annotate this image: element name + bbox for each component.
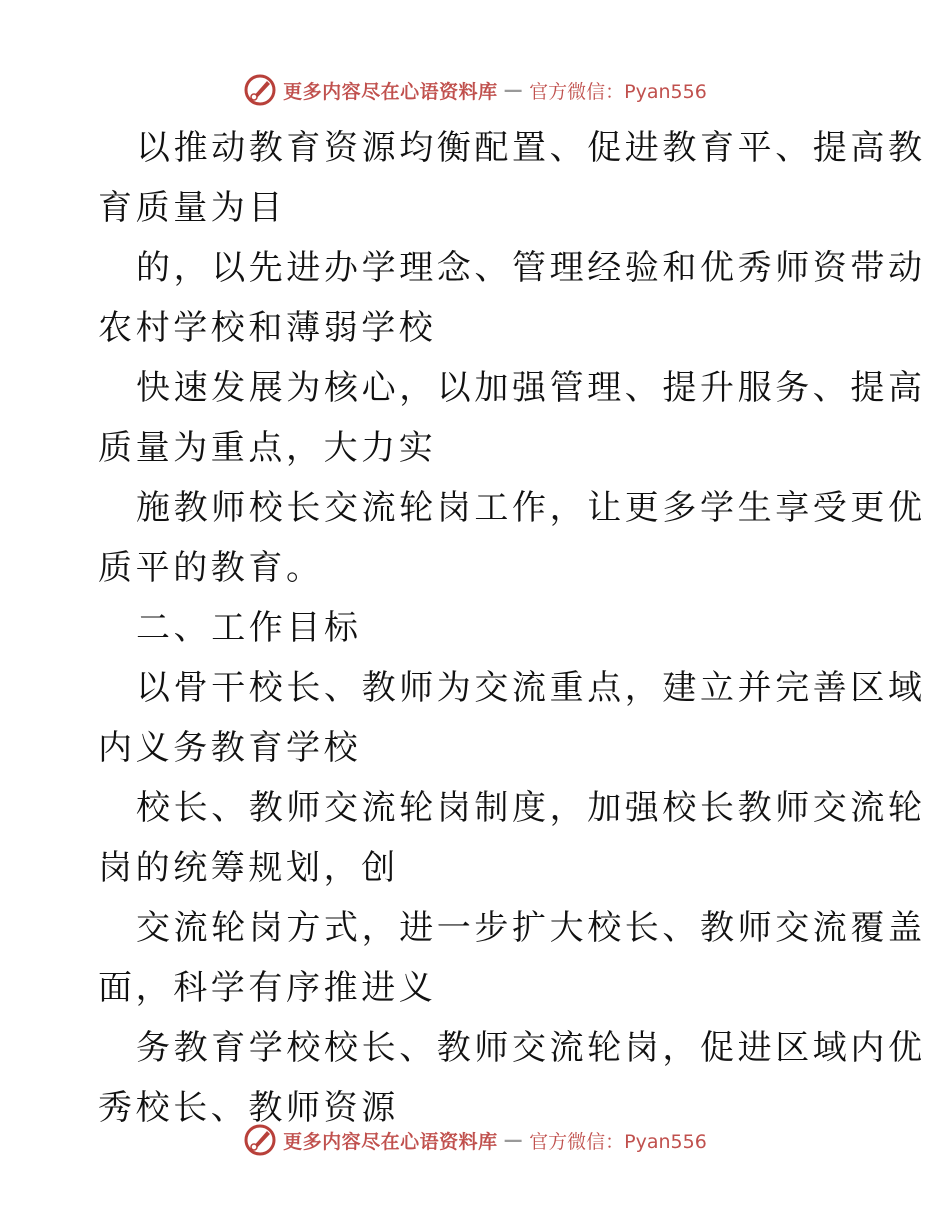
banner-wechat: 官方微信：Pyan556: [529, 1130, 707, 1153]
text-line: 育质量为目: [98, 188, 286, 228]
text-line: 施教师校长交流轮岗工作，让更多学生享受更优: [136, 488, 926, 528]
text-line: 质平的教育。: [98, 548, 324, 588]
text-line: 以骨干校长、教师为交流重点，建立并完善区域: [136, 668, 926, 708]
text-line: 内义务教育学校: [98, 728, 362, 768]
banner-wechat: 官方微信：Pyan556: [529, 80, 707, 103]
text-line: 岗的统筹规划，创: [98, 848, 399, 888]
text-line: 快速发展为核心，以加强管理、提升服务、提高: [136, 368, 926, 408]
banner-dash: —: [503, 79, 524, 101]
text-line: 二、工作目标: [136, 608, 362, 648]
quill-logo-icon: [243, 1123, 277, 1157]
quill-logo-icon: [243, 73, 277, 107]
text-line: 面，科学有序推进义: [98, 968, 437, 1008]
text-line: 务教育学校校长、教师交流轮岗，促进区域内优: [136, 1028, 926, 1068]
text-line: 的，以先进办学理念、管理经验和优秀师资带动: [136, 248, 926, 288]
text-line: 以推动教育资源均衡配置、促进教育平、提高教: [136, 128, 926, 168]
text-line: 校长、教师交流轮岗制度，加强校长教师交流轮: [136, 788, 926, 828]
text-line: 交流轮岗方式，进一步扩大校长、教师交流覆盖: [136, 908, 926, 948]
document-body: [98, 118, 926, 1138]
banner-site-name: 更多内容尽在心语资料库: [283, 80, 498, 103]
banner-dash: —: [503, 1129, 524, 1151]
header-banner: [0, 70, 950, 110]
banner-site-name: 更多内容尽在心语资料库: [283, 1130, 498, 1153]
text-line: 农村学校和薄弱学校: [98, 308, 437, 348]
text-line: 秀校长、教师资源: [98, 1088, 399, 1128]
text-line: 质量为重点，大力实: [98, 428, 437, 468]
footer-banner: [0, 1120, 950, 1160]
